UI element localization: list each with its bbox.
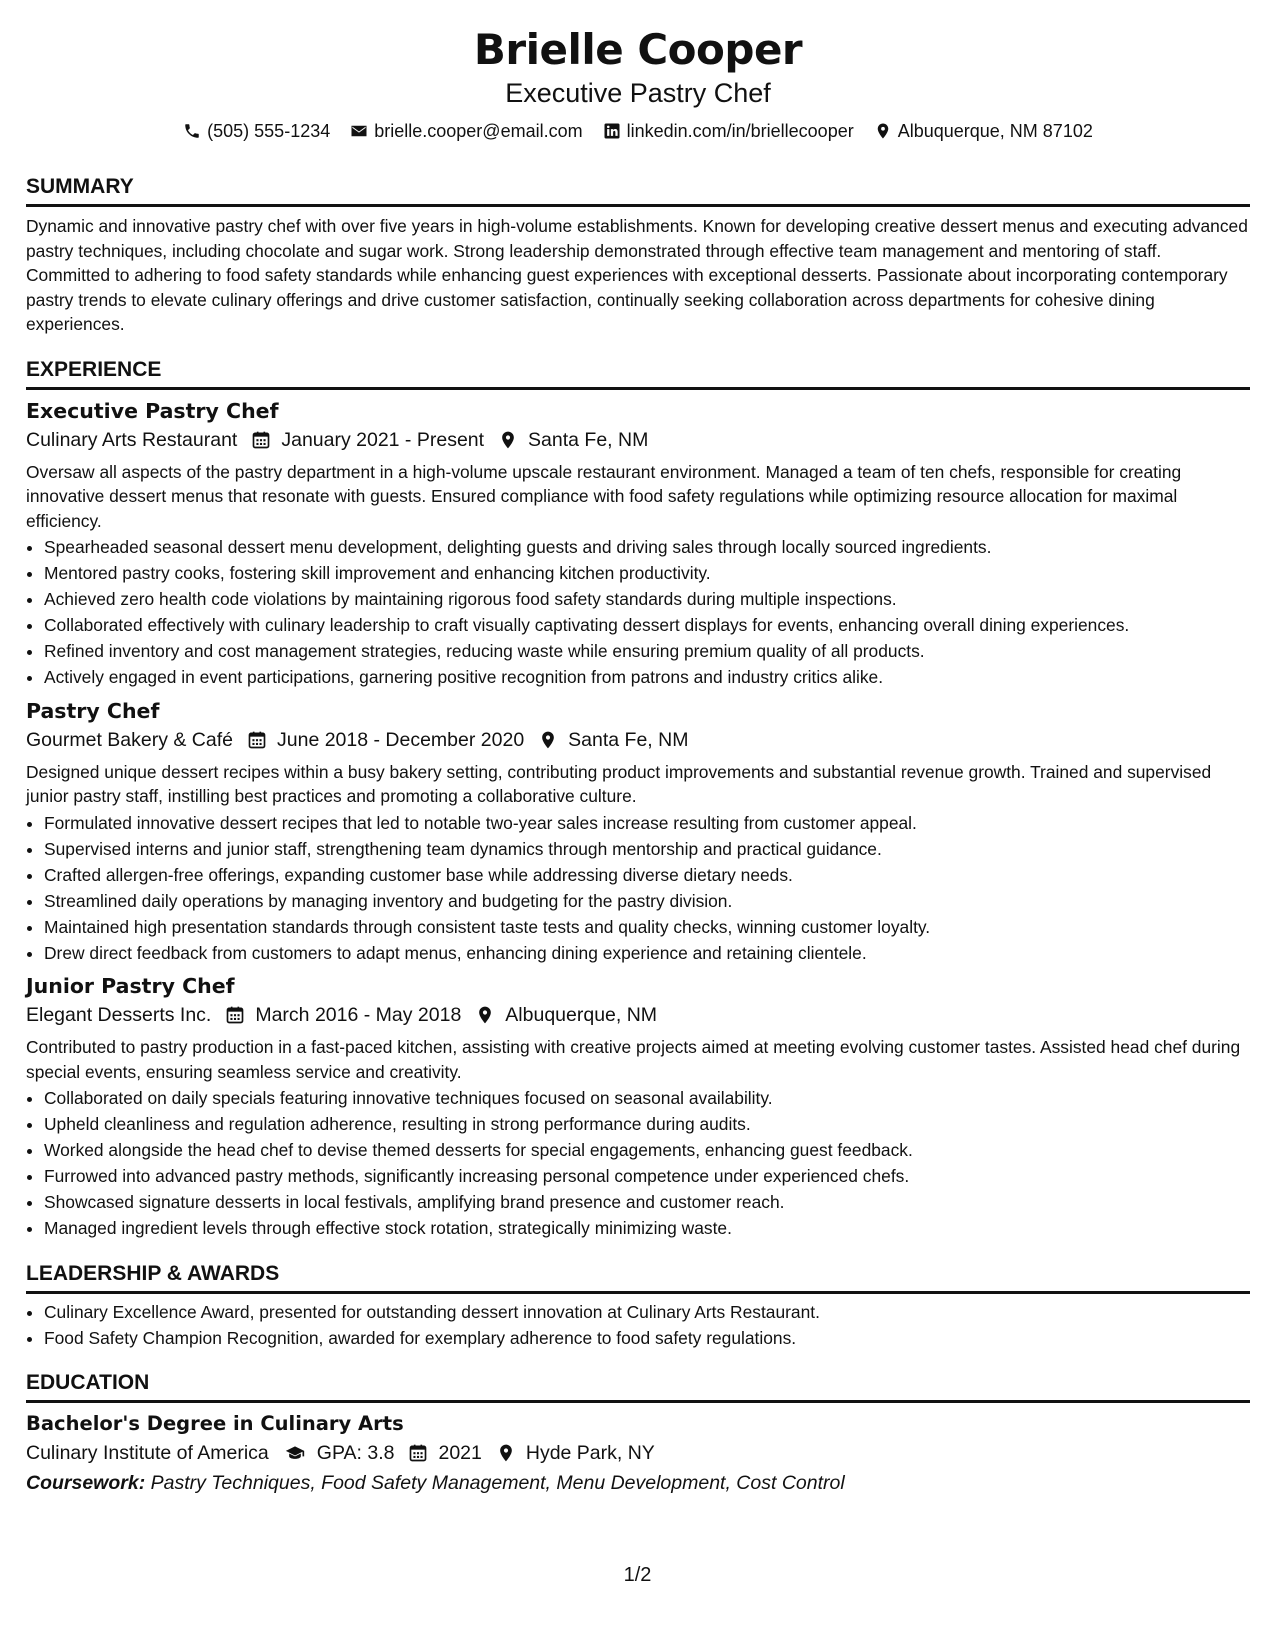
job-bullets <box>26 811 1250 966</box>
education-year: 2021 <box>438 1442 482 1464</box>
candidate-title: Executive Pastry Chef <box>505 78 771 108</box>
resume-header <box>26 24 1250 144</box>
job-dates: June 2018 - December 2020 <box>277 728 525 751</box>
job-location: Santa Fe, NM <box>568 728 689 751</box>
job-description: Oversaw all aspects of the pastry department in a high-volume upscale restaurant environment. Managed a team of ten chefs, responsible for creating innovative dessert menus that resonate with guests. Ensured compliance with food safety regulations while optimizing resource allocation for maximal efficiency. <box>26 461 1182 531</box>
list-item: • Maintained high presentation standards through consistent taste tests and quality checks, winning customer loyalty. <box>44 915 1250 940</box>
linkedin-icon <box>603 122 621 140</box>
envelope-icon <box>350 122 368 140</box>
job-description: Contributed to pastry production in a fast-paced kitchen, assisting with creative projects aimed at meeting evolving customer tastes. Assisted head chef during special events, ensuring seamless service and creativity. <box>26 1037 1241 1082</box>
job-description: Designed unique dessert recipes within a busy bakery setting, contributing product improvements and substantial revenue growth. Trained and supervised junior pastry staff, instilling best practices and promoting a collaborative culture. <box>26 761 1212 806</box>
job-entry <box>26 398 1250 690</box>
contact-row <box>26 118 1250 144</box>
list-item: • Collaborated effectively with culinary leadership to craft visually captivating dessert displays for events, enhancing overall dining experiences. <box>44 613 1250 638</box>
list-item: • Drew direct feedback from customers to adapt menus, enhancing dining experience and retaining clientele. <box>44 941 1250 966</box>
job-dates: January 2021 - Present <box>281 428 485 451</box>
job-company: Gourmet Bakery & Café <box>26 728 233 751</box>
gpa-text: GPA: 3.8 <box>316 1442 395 1464</box>
list-item: • Achieved zero health code violations by maintaining rigorous food safety standards during multiple inspections. <box>44 587 1250 612</box>
candidate-name: Brielle Cooper <box>473 25 803 74</box>
map-pin-icon <box>475 1005 495 1025</box>
education-location: Hyde Park, NY <box>525 1442 655 1464</box>
job-bullets <box>26 535 1250 690</box>
list-item: • Mentored pastry cooks, fostering skill improvement and enhancing kitchen productivity. <box>44 561 1250 586</box>
job-location: Santa Fe, NM <box>528 428 649 451</box>
list-item: • Managed ingredient levels through effective stock rotation, strategically minimizing waste. <box>44 1216 1250 1241</box>
contact-location <box>874 118 1093 144</box>
list-item: • Actively engaged in event participations, garnering positive recognition from patrons and industry critics alike. <box>44 665 1250 690</box>
coursework <box>26 1469 1250 1497</box>
calendar-icon <box>408 1443 428 1463</box>
map-pin-icon <box>874 122 892 140</box>
calendar-icon <box>251 430 271 450</box>
school-name: Culinary Institute of America <box>26 1442 269 1464</box>
job-meta <box>26 1001 1250 1029</box>
list-item: • Streamlined daily operations by managing inventory and budgeting for the pastry division. <box>44 889 1250 914</box>
job-title: Executive Pastry Chef <box>26 398 279 423</box>
contact-phone <box>183 118 330 144</box>
map-pin-icon <box>538 730 558 750</box>
experience-heading: EXPERIENCE <box>26 357 1250 390</box>
page-number: 1/2 <box>623 1564 652 1586</box>
awards-heading: LEADERSHIP & AWARDS <box>26 1261 1250 1294</box>
phone-text: (505) 555-1234 <box>207 121 331 141</box>
education-entry <box>26 1411 1250 1497</box>
list-item: • Food Safety Champion Recognition, awarded for exemplary adherence to food safety regulations. <box>44 1326 1250 1351</box>
graduation-cap-icon <box>283 1443 307 1463</box>
job-dates: March 2016 - May 2018 <box>255 1004 462 1026</box>
map-pin-icon <box>496 1443 516 1463</box>
list-item: • Furrowed into advanced pastry methods, significantly increasing personal competence under experienced chefs. <box>44 1164 1250 1189</box>
summary-text: Dynamic and innovative pastry chef with over five years in high-volume establishments. Known for developing creative dessert menus and executing advanced pastry techniques, including chocolate and sugar work. Strong leadership demonstrated through effective team management and mentoring of staff. Committed to adhering to food safety standards while enhancing guest experiences with exceptional desserts. Passionate about incorporating contemporary pastry trends to elevate culinary offerings and drive customer satisfaction, continually seeking collaboration across departments for cohesive dining experiences. <box>26 216 1248 334</box>
list-item: • Supervised interns and junior staff, strengthening team dynamics through mentorship and practical guidance. <box>44 837 1250 862</box>
job-company: Culinary Arts Restaurant <box>26 428 238 451</box>
job-title: Junior Pastry Chef <box>26 974 235 998</box>
job-bullets <box>26 1086 1250 1241</box>
list-item: • Crafted allergen-free offerings, expanding customer base while addressing diverse dietary needs. <box>44 863 1250 888</box>
job-entry <box>26 698 1250 966</box>
list-item: • Formulated innovative dessert recipes that led to notable two-year sales increase resulting from customer appeal. <box>44 811 1250 836</box>
resume-page <box>26 24 1250 1497</box>
calendar-icon <box>247 730 267 750</box>
email-text: brielle.cooper@email.com <box>374 121 583 141</box>
education-heading: EDUCATION <box>26 1370 1250 1403</box>
education-meta <box>26 1439 1250 1467</box>
coursework-label: Coursework: <box>26 1472 146 1494</box>
list-item: • Spearheaded seasonal dessert menu development, delighting guests and driving sales through locally sourced ingredients. <box>44 535 1250 560</box>
map-pin-icon <box>498 430 518 450</box>
linkedin-text: linkedin.com/in/briellecooper <box>626 121 854 141</box>
job-location: Albuquerque, NM <box>505 1004 658 1026</box>
contact-email[interactable] <box>350 118 582 144</box>
phone-icon <box>183 122 201 140</box>
list-item: • Upheld cleanliness and regulation adherence, resulting in strong performance during audits. <box>44 1112 1250 1137</box>
list-item: • Culinary Excellence Award, presented for outstanding dessert innovation at Culinary Arts Restaurant. <box>44 1300 1250 1325</box>
summary-heading: SUMMARY <box>26 174 1250 207</box>
contact-linkedin[interactable] <box>603 118 854 144</box>
coursework-text: Pastry Techniques, Food Safety Management, Menu Development, Cost Control <box>150 1472 845 1494</box>
job-company: Elegant Desserts Inc. <box>26 1004 212 1026</box>
job-title: Pastry Chef <box>26 698 160 723</box>
location-text: Albuquerque, NM 87102 <box>897 121 1093 141</box>
list-item: • Refined inventory and cost management strategies, reducing waste while ensuring premium quality of all products. <box>44 639 1250 664</box>
job-meta <box>26 726 1250 754</box>
list-item: • Showcased signature desserts in local festivals, amplifying brand presence and customer reach. <box>44 1190 1250 1215</box>
calendar-icon <box>225 1005 245 1025</box>
job-meta <box>26 426 1250 454</box>
awards-list <box>26 1300 1250 1351</box>
job-entry <box>26 973 1250 1241</box>
list-item: • Worked alongside the head chef to devise themed desserts for special engagements, enhancing guest feedback. <box>44 1138 1250 1163</box>
list-item: • Collaborated on daily specials featuring innovative techniques focused on seasonal availability. <box>44 1086 1250 1111</box>
degree-title: Bachelor's Degree in Culinary Arts <box>26 1412 404 1435</box>
